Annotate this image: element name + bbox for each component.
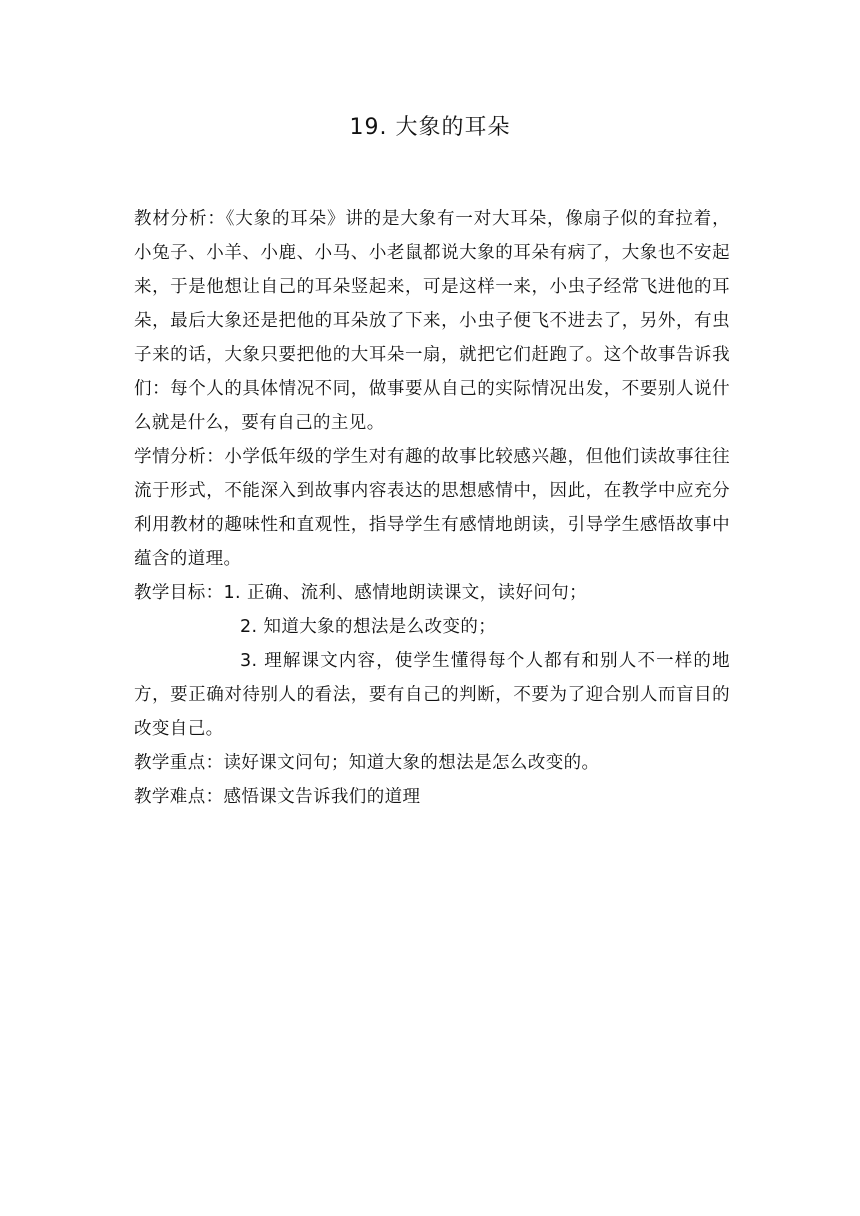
teaching-goal-2: 2. 知道大象的想法是么改变的； bbox=[240, 617, 497, 637]
material-analysis-paragraph: 教材分析：《大象的耳朵》讲的是大象有一对大耳朵，像扇子似的耷拉着，小兔子、小羊、小鹿、小马、小老鼠都说大象的耳朵有病了，大象也不安起来，于是他想让自己的耳朵竖起来，可是这样一来，小虫子经常飞进他的耳朵，最后大象还是把他的耳朵放了下来，小虫子便飞不进去了，另外，有虫子来的话，大象只要把他的大耳朵一扇，就把它们赶跑了。这个故事告诉我们：每个人的具体情况不同，做事要从自己的实际情况出发，不要别人说什么就是什么，要有自己的主见。 bbox=[134, 209, 730, 433]
page-title: 19. 大象的耳朵 bbox=[349, 115, 511, 140]
teaching-goal-3: 3. 理解课文内容，使学生懂得每个人都有和别人不一样的地方，要正确对待别人的看法，要有自己的判断，不要为了迎合别人而盲目的改变自己。 bbox=[134, 651, 730, 739]
difficulties-paragraph: 教学难点：感悟课文告诉我们的道理 bbox=[134, 787, 421, 807]
document-body bbox=[134, 202, 730, 814]
teaching-goal-1: 教学目标：1. 正确、流利、感情地朗读课文，读好问句； bbox=[134, 583, 588, 603]
key-points-paragraph: 教学重点：读好课文问句；知道大象的想法是怎么改变的。 bbox=[134, 753, 600, 773]
learner-analysis-paragraph: 学情分析：小学低年级的学生对有趣的故事比较感兴趣，但他们读故事往往流于形式，不能深入到故事内容表达的思想感情中，因此，在教学中应充分利用教材的趣味性和直观性，指导学生有感情地朗读，引导学生感悟故事中蕴含的道理。 bbox=[134, 447, 730, 569]
